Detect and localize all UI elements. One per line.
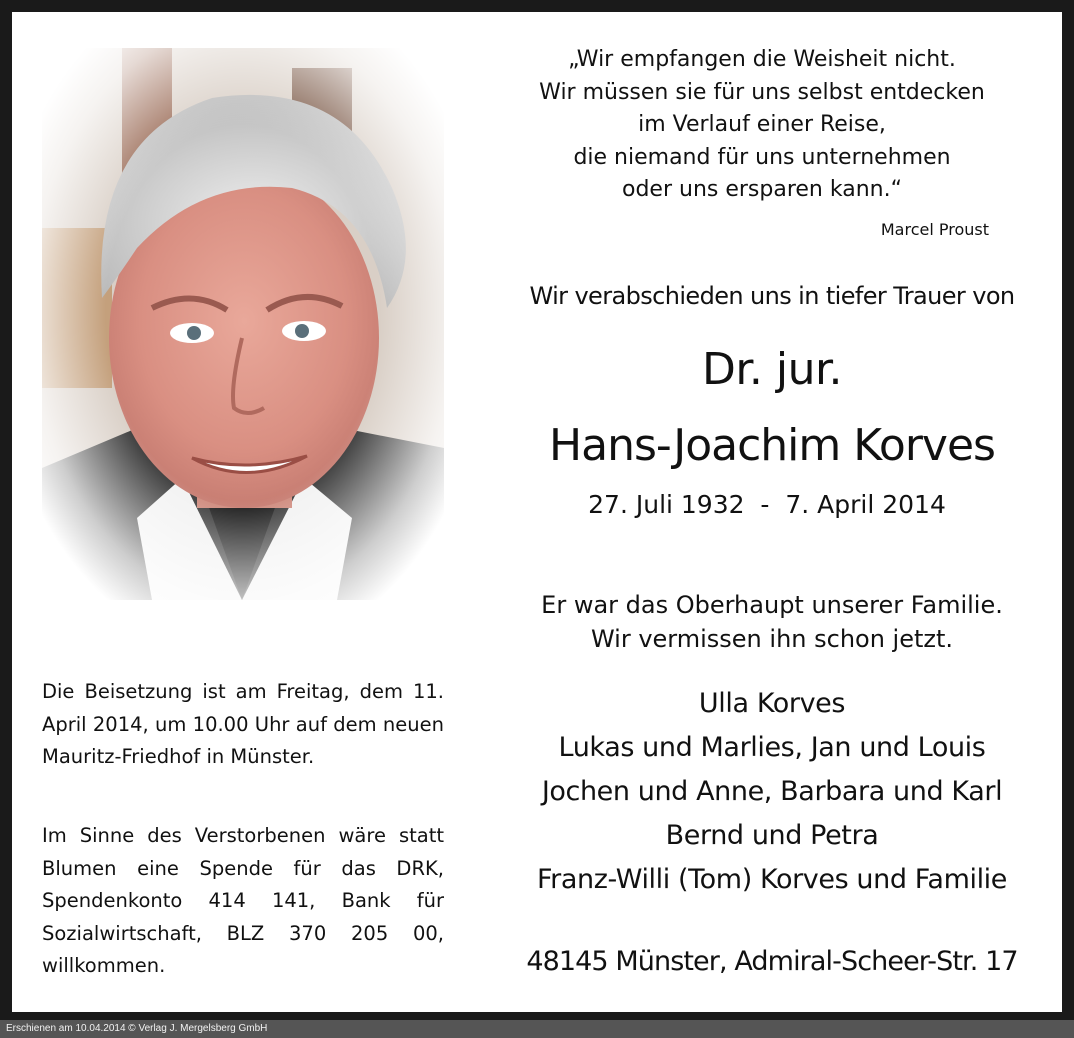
tribute-line: Er war das Oberhaupt unserer Familie. xyxy=(541,591,1003,619)
quote-author: Marcel Proust xyxy=(880,220,989,239)
quote-line: Wir müssen sie für uns selbst entdecken xyxy=(539,79,985,105)
tribute-text xyxy=(482,588,1062,656)
mourner-line: Jochen und Anne, Barbara und Karl xyxy=(541,776,1003,807)
family-address: 48145 Münster, Admiral-Scheer-Str. 17 xyxy=(526,946,1018,977)
mourners-list xyxy=(482,682,1062,902)
mourner-line: Bernd und Petra xyxy=(665,820,879,851)
publication-footer: Erschienen am 10.04.2014 © Verlag J. Mergelsberg GmbH xyxy=(0,1020,1074,1038)
deceased-name: Hans-Joachim Korves xyxy=(549,420,995,471)
quote-line: die niemand für uns unternehmen xyxy=(573,144,951,170)
quote-line: „Wir empfangen die Weisheit nicht. xyxy=(568,47,956,72)
donation-notice: Im Sinne des Verstorbenen wäre statt Blumen eine Spende für das DRK, Spendenkonto 414 141, Bank für Sozialwirtschaft, BLZ 370 205 00, willkommen. xyxy=(42,824,444,977)
life-dates: 27. Juli 1932 - 7. April 2014 xyxy=(588,490,946,519)
deceased-title: Dr. jur. xyxy=(701,344,843,395)
mourner-line: Franz-Willi (Tom) Korves und Familie xyxy=(537,864,1007,895)
obituary-card xyxy=(12,12,1062,1012)
funeral-notice: Die Beisetzung ist am Freitag, dem 11. April 2014, um 10.00 Uhr auf dem neuen Mauritz-Friedhof in Münster. xyxy=(42,680,444,768)
intro-text: Wir verabschieden uns in tiefer Trauer von xyxy=(529,282,1015,310)
quote-line: im Verlauf einer Reise, xyxy=(638,112,886,137)
portrait-photo xyxy=(42,48,444,600)
mourner-line: Lukas und Marlies, Jan und Louis xyxy=(558,732,986,763)
quote-line: oder uns ersparen kann.“ xyxy=(622,177,902,202)
mourner-line: Ulla Korves xyxy=(698,688,846,719)
quote xyxy=(482,44,1042,207)
tribute-line: Wir vermissen ihn schon jetzt. xyxy=(590,625,954,653)
